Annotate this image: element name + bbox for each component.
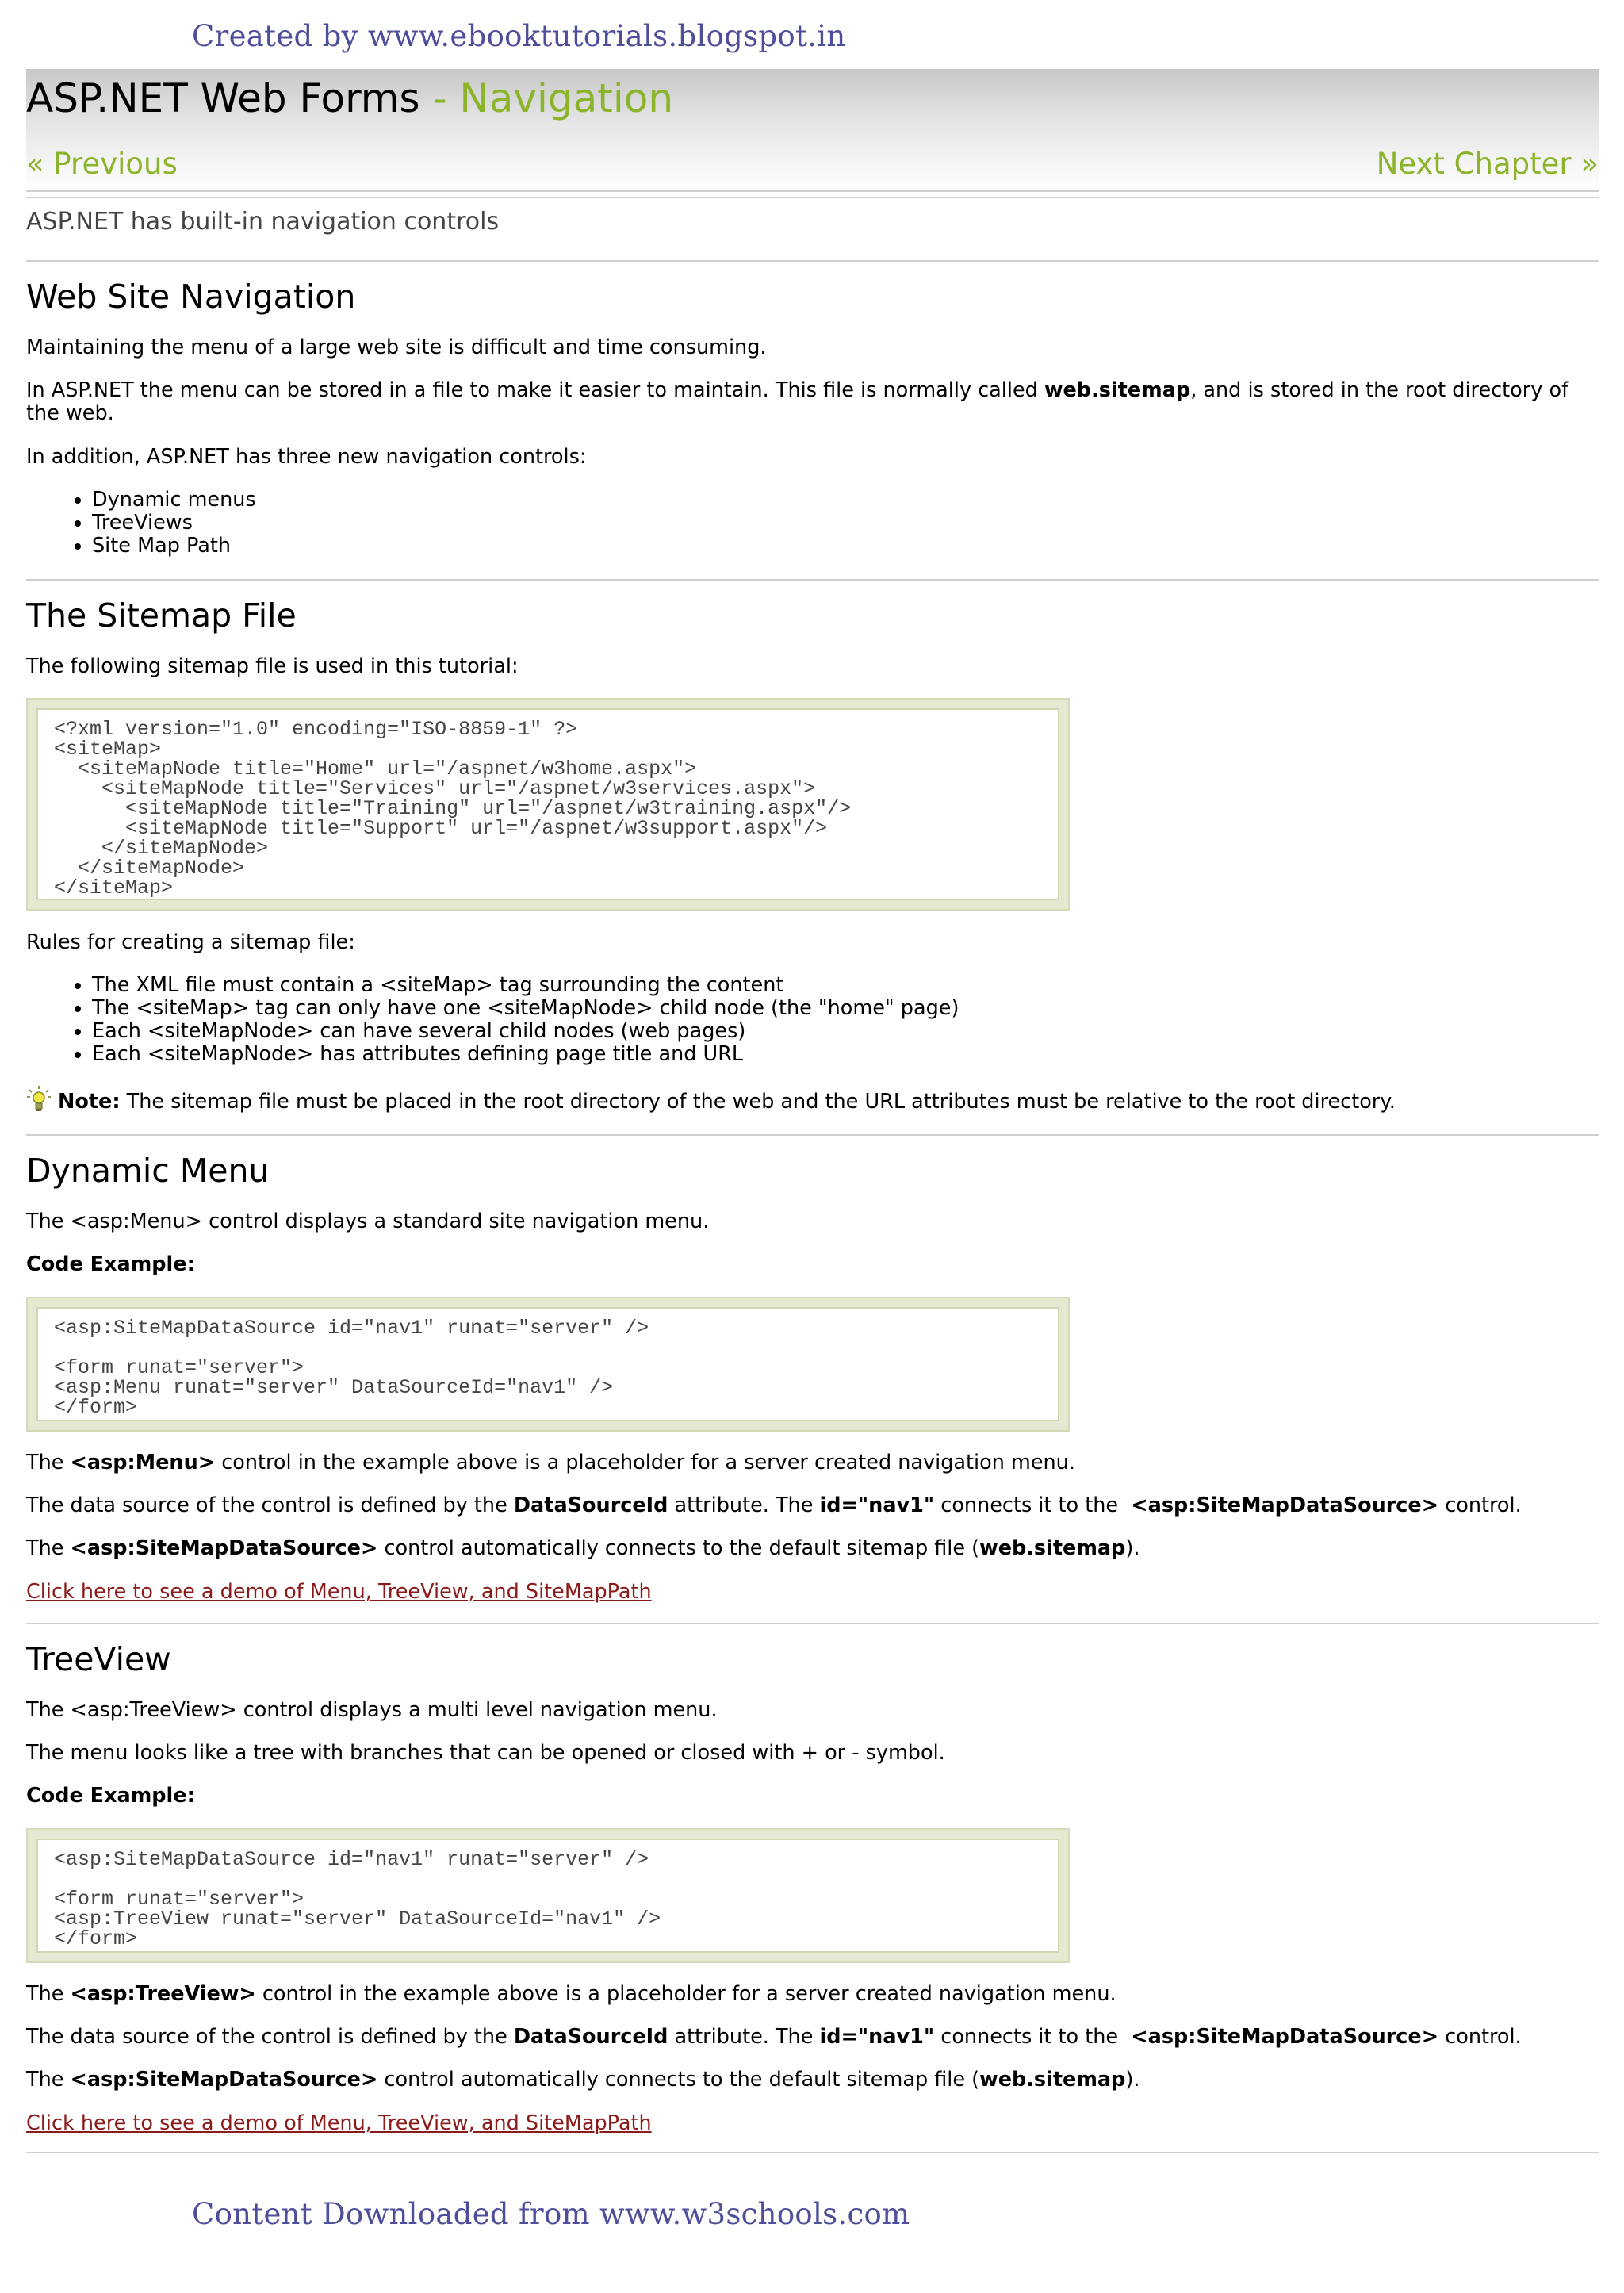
previous-link[interactable]: « Previous [26,147,178,181]
list-item: • Each <siteMapNode> can have several child nodes (web pages) [92,1020,959,1043]
heading-dynamic-menu: Dynamic Menu [26,1152,270,1190]
paragraph: The <asp:SiteMapDataSource> control automatically connects to the default sitemap file (web.sitemap). [26,2068,1140,2092]
list-item: • TreeViews [92,512,256,535]
sitemap-rules-list [26,974,959,1066]
heading-treeview: TreeView [26,1640,171,1678]
code-block-treeview [26,1828,1070,1963]
paragraph: The <asp:SiteMapDataSource> control automatically connects to the default sitemap file (web.sitemap). [26,1536,1140,1560]
demo-link-treeview[interactable]: Click here to see a demo of Menu, TreeView, and SiteMapPath [26,2111,652,2135]
heading-web-site-navigation: Web Site Navigation [26,278,356,316]
heading-sitemap-file: The Sitemap File [26,596,297,635]
divider [26,1134,1599,1136]
paragraph: In addition, ASP.NET has three new navigation controls: [26,445,587,469]
top-credit: Created by www.ebooktutorials.blogspot.in [192,19,846,53]
code-text: <?xml version="1.0" encoding="ISO-8859-1" ?> <siteMap> <siteMapNode title="Home" url="/aspnet/w3home.aspx"> <siteMapNode title="Services" url="/aspnet/w3services.aspx"> <siteMapNode title="Training" url="/aspnet/w3training.aspx"/> <siteMapNode title="Support" url="/aspnet/w3support.aspx"/> </siteMapNode> </siteMapNode> </siteMap> [54,718,852,899]
navigation-controls-list [26,489,256,558]
paragraph: The <asp:Menu> control in the example above is a placeholder for a server created navigation menu. [26,1451,1075,1474]
list-item: • The XML file must contain a <siteMap> tag surrounding the content [92,974,959,997]
next-chapter-link[interactable]: Next Chapter » [1376,147,1599,181]
paragraph: The data source of the control is defined by the DataSourceId attribute. The id="nav1" connects it to the <asp:SiteMapDataSource> control. [26,2025,1522,2049]
paragraph: The <asp:TreeView> control in the example above is a placeholder for a server created navigation menu. [26,1982,1116,2006]
divider [26,260,1599,262]
paragraph: The menu looks like a tree with branches that can be opened or closed with + or - symbol. [26,1741,945,1765]
divider [26,197,1599,198]
code-block-sitemap [26,698,1070,911]
divider [26,190,1599,192]
divider [26,579,1599,581]
code-example-label: Code Example: [26,1784,195,1808]
list-item: • Site Map Path [92,535,256,558]
paragraph: Rules for creating a sitemap file: [26,930,355,954]
list-item: • The <siteMap> tag can only have one <siteMapNode> child node (the "home" page) [92,997,959,1020]
code-block-menu [26,1297,1070,1432]
paragraph: In ASP.NET the menu can be stored in a file to make it easier to maintain. This file is normally called web.sitemap, and is stored in the root directory of the web. [26,378,1569,425]
lightbulb-icon [26,1085,52,1112]
page-title-sub: - Navigation [419,75,674,121]
page-header [26,69,1599,191]
list-item: • Each <siteMapNode> has attributes defining page title and URL [92,1043,959,1066]
page-title-main: ASP.NET Web Forms [26,75,420,121]
paragraph: Maintaining the menu of a large web site is difficult and time consuming. [26,336,767,359]
paragraph: The following sitemap file is used in this tutorial: [26,654,519,678]
paragraph: The data source of the control is defined by the DataSourceId attribute. The id="nav1" connects it to the <asp:SiteMapDataSource> control. [26,1494,1522,1517]
code-text: <asp:SiteMapDataSource id="nav1" runat="server" /> <form runat="server"> <asp:TreeView runat="server" DataSourceId="nav1" /> </form> [54,1848,661,1950]
bottom-credit: Content Downloaded from www.w3schools.com [192,2197,910,2231]
code-example-label: Code Example: [26,1252,195,1276]
paragraph: The <asp:Menu> control displays a standard site navigation menu. [26,1210,710,1233]
code-text: <asp:SiteMapDataSource id="nav1" runat="server" /> <form runat="server"> <asp:Menu runat="server" DataSourceId="nav1" /> </form> [54,1317,649,1419]
page-title [26,75,673,121]
demo-link-menu[interactable]: Click here to see a demo of Menu, TreeView, and SiteMapPath [26,1580,652,1604]
paragraph: The <asp:TreeView> control displays a multi level navigation menu. [26,1698,718,1722]
intro-text: ASP.NET has built-in navigation controls [26,208,500,236]
divider [26,2152,1599,2153]
divider [26,1623,1599,1624]
note-paragraph: Note: The sitemap file must be placed in the root directory of the web and the URL attributes must be relative to the root directory. [58,1090,1396,1114]
list-item: • Dynamic menus [92,489,256,512]
